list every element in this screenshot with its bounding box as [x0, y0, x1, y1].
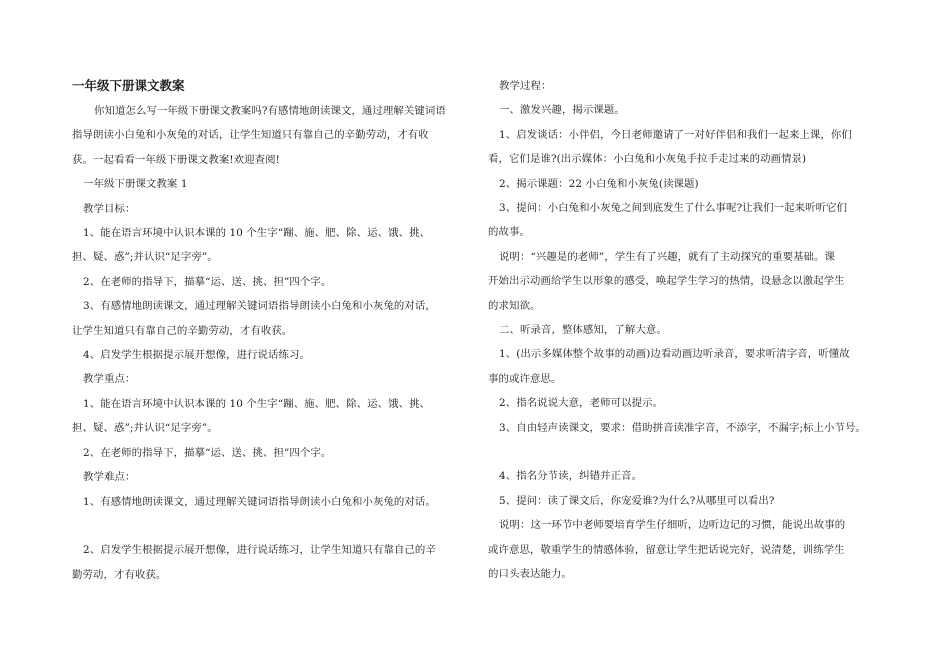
- document-title: 一年级下册课文教案: [72, 78, 185, 93]
- paragraph-line: 教学重点：: [83, 373, 136, 386]
- paragraph-line: 二、听录音，整体感知，了解大意。: [499, 324, 667, 337]
- paragraph-line: 说明：这一环节中老师要培育学生仔细听，边听边记的习惯，能说出故事的: [499, 519, 846, 532]
- paragraph-line: 教学过程：: [499, 80, 552, 92]
- paragraph-line: 1、有感情地朗读课文，通过理解关键词语指导朗读小白兔和小灰兔的对话。: [83, 495, 436, 508]
- right-column: [488, 74, 903, 587]
- paragraph-line: 1、(出示多媒体整个故事的动画)边看动画边听录音，要求听清字音，听懂故: [499, 348, 850, 361]
- paragraph-line: 担、疑、惑”;并认识“足字旁”。: [72, 422, 218, 435]
- left-column-body: [72, 99, 472, 587]
- right-column-body: [488, 74, 903, 587]
- paragraph-line: 2、启发学生根据提示展开想像，进行说话练习，让学生知道只有靠自己的辛: [83, 544, 436, 557]
- paragraph-line: 指导朗读小白兔和小灰兔的对话，让学生知道只有靠自己的辛勤劳动，才有收: [72, 129, 429, 142]
- paragraph-line: 4、启发学生根据提示展开想像，进行说话练习。: [83, 349, 311, 362]
- paragraph-line: 事的或许意思。: [488, 372, 562, 385]
- paragraph-line: 的故事。: [488, 226, 530, 239]
- paragraph-line: 或许意思，敬重学生的情感体验，留意让学生把话说完好，说清楚，训练学生: [488, 543, 845, 556]
- paragraph-line: 3、自由轻声读课文，要求：借助拼音读准字音，不添字，不漏字;标上小节号。: [499, 421, 866, 434]
- paragraph-line: 4、指名分节读，纠错并正音。: [499, 470, 643, 483]
- paragraph-line: 一、激发兴趣，揭示课题。: [499, 104, 625, 117]
- paragraph-line: 让学生知道只有靠自己的辛勤劳动，才有收获。: [72, 324, 293, 337]
- paragraph-line: 的求知欲。: [488, 299, 541, 312]
- paragraph-line: 教学难点：: [83, 471, 136, 484]
- paragraph-line: 1、能在语言环境中认识本课的 10 个生字“蹦、施、肥、除、运、饿、挑、: [83, 227, 431, 240]
- paragraph-line: 2、指名说说大意，老师可以提示。: [499, 397, 664, 410]
- paragraph-line: 担、疑、惑”;并认识“足字旁”。: [72, 251, 218, 264]
- paragraph-line: 获。一起看看一年级下册课文教案!欢迎查阅!: [72, 153, 280, 166]
- left-column: [72, 74, 472, 587]
- paragraph-line: 1、启发谈话：小伴侣，今日老师邀请了一对好伴侣和我们一起来上课，你们: [499, 128, 852, 141]
- paragraph-line: 的口头表达能力。: [488, 568, 572, 581]
- blank-line: [72, 514, 472, 538]
- paragraph-line: 2、在老师的指导下，描摹“运、送、挑、担”四个字。: [83, 446, 332, 459]
- paragraph-line: 1、能在语言环境中认识本课的 10 个生字“蹦、施、肥、除、运、饿、挑、: [83, 397, 431, 410]
- paragraph-line: 说明：“兴趣是的老师”，学生有了兴趣，就有了主动探究的重要基础。课: [499, 250, 836, 263]
- paragraph-line: 看，它们是谁?(出示媒体：小白兔和小灰兔手拉手走过来的动画情景): [488, 153, 807, 166]
- paragraph-line: 2、在老师的指导下，描摹“运、送、挑、担”四个字。: [83, 275, 332, 288]
- paragraph-line: 你知道怎么写一年级下册课文教案吗?有感情地朗读课文，通过理解关键词语: [94, 105, 446, 117]
- paragraph-line: 5、提问：读了课文后，你宠爱谁?为什么?从哪里可以看出?: [499, 494, 775, 507]
- paragraph-line: 教学目标：: [83, 202, 136, 215]
- paragraph-line: 3、提问：小白兔和小灰兔之间到底发生了什么事呢?让我们一起来听听它们: [499, 202, 848, 215]
- paragraph-line: 一年级下册课文教案 1: [83, 178, 188, 191]
- paragraph-line: 3、有感情地朗读课文，通过理解关键词语指导朗读小白兔和小灰兔的对话，: [83, 300, 436, 313]
- blank-line: [488, 440, 903, 464]
- paragraph-line: 勤劳动，才有收获。: [72, 568, 167, 581]
- paragraph-line: 开始出示动画给学生以形象的感受，唤起学生学习的热情，设悬念以激起学生: [488, 275, 845, 288]
- paragraph-line: 2、揭示课题：22 小白兔和小灰兔(读课题): [499, 177, 699, 190]
